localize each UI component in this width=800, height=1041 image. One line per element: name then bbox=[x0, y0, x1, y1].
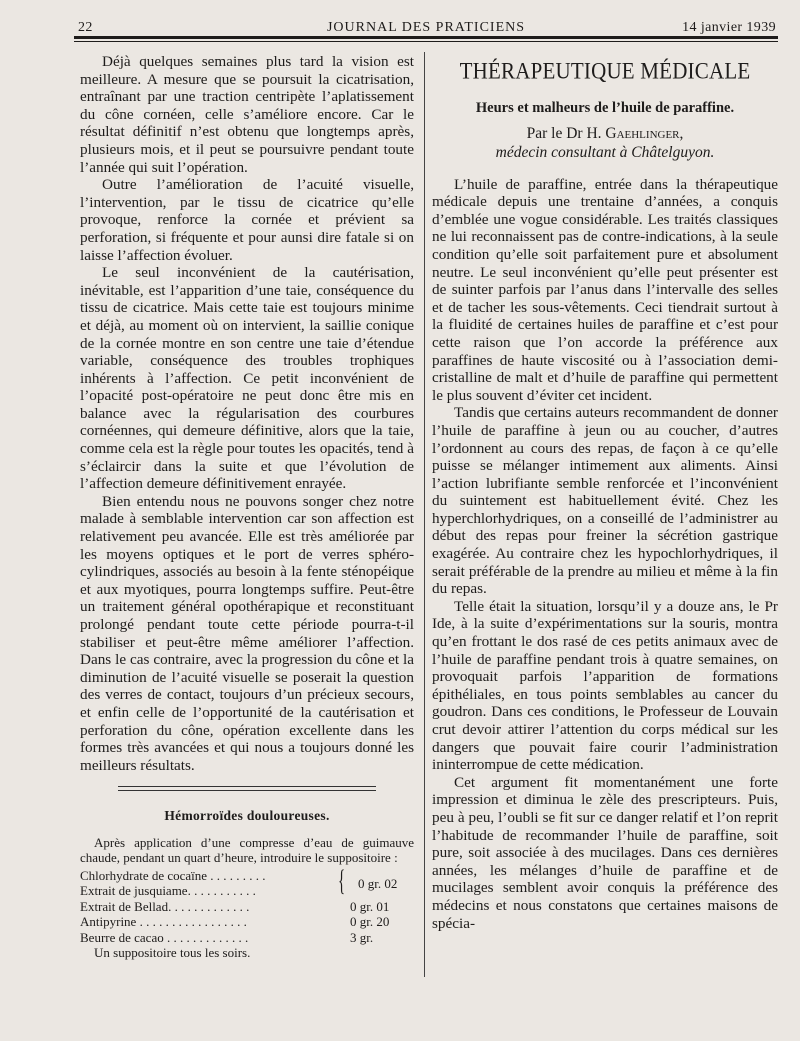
brace-symbol: { bbox=[338, 863, 346, 897]
journal-title: JOURNAL DES PRATICIENS bbox=[326, 20, 526, 35]
recipe-ingredient: Antipyrine . . . . . . . . . . . . . . . . . bbox=[80, 914, 247, 930]
recipe-dose: 3 gr. bbox=[350, 929, 374, 945]
byline bbox=[432, 124, 778, 143]
recipe-dose: 0 gr. 01 bbox=[350, 898, 390, 914]
recipe-ingredient: Extrait de jusquiame. . . . . . . . . . . bbox=[80, 883, 256, 899]
section-divider-bottom bbox=[118, 790, 376, 791]
byline-prefix: Par le Dr bbox=[526, 124, 583, 142]
left-column bbox=[80, 53, 414, 961]
recipe-dose: 0 gr. 20 bbox=[350, 914, 390, 930]
recipe-list bbox=[80, 863, 414, 961]
author-affiliation: médecin consultant à Châtelguyon. bbox=[495, 143, 715, 161]
right-column bbox=[432, 58, 778, 932]
article-body bbox=[432, 176, 778, 933]
recipe-shared-dose: 0 gr. 02 bbox=[358, 875, 398, 891]
recipe-row bbox=[80, 883, 414, 899]
header-rule-thin bbox=[74, 41, 778, 42]
section-divider-top bbox=[118, 786, 376, 787]
hemo-section-title: Hémorroïdes douloureuses. bbox=[164, 808, 330, 824]
header-rule-thick bbox=[74, 36, 778, 39]
recipe-row bbox=[80, 899, 414, 915]
column-divider bbox=[424, 52, 425, 977]
recipe-ingredient: Chlorhydrate de cocaïne . . . . . . . . . bbox=[80, 867, 266, 883]
article-title: Heurs et malheurs de l’huile de paraffine. bbox=[475, 100, 735, 116]
left-paragraph-2: Outre l’amélioration de l’acuité visuelle, l’intervention, par le tissu de cicatrice qu’elle provoque, renforce la cornée et prévient sa perforation, si fréquente et pour aunsi dire fatale si on laisse l’affection évoluer. bbox=[80, 176, 414, 264]
issue-date: 14 janvier 1939 bbox=[682, 20, 776, 35]
recipe-note: Un suppositoire tous les soirs. bbox=[94, 945, 251, 961]
right-paragraph-4: Cet argument fit momentanément une forte impression et diminua le zèle des prescripteurs. Puis, peu à peu, l’oubli se fit sur ce danger relatif et l’on reprit l’habitude de recommander l’huile de paraffine, soit pure, soit associée à des mucilages. Dans ces dernières années, les mélanges d’huile de paraffine et de mucilages semblent avoir conquis la préférence des médecins et nous constatons que certaines maisons de spécia- bbox=[432, 773, 778, 932]
recipe-ingredient: Beurre de cacao . . . . . . . . . . . . . bbox=[80, 929, 249, 945]
author-name: H. Gaehlinger, bbox=[586, 124, 684, 142]
recipe-ingredient: Extrait de Bellad. . . . . . . . . . . . . bbox=[80, 898, 250, 914]
right-paragraph-2: Tandis que certains auteurs recommandent de donner l’huile de paraffine à jeun ou au coucher, d’autres l’ordonnent au cours des repas, de façon à ce qu’elle puisse se mélanger intimement aux aliments. Ainsi l’action lubrifiante semble renforcée et l’inconvénient du suintement est habituellement évité. Chez les hyperchlorhydriques, on a conseillé de l’administrer au début des repas pour freiner la sécrétion gastrique exagérée. Au contraire chez les hypochlorhydriques, il serait préférable de la prendre au milieu et même à la fin du repas. bbox=[432, 404, 778, 598]
right-paragraph-3: Telle était la situation, lorsqu’il y a douze ans, le Pr Ide, à la suite d’expérimentations sur la souris, montra qu’en frottant le dos rasé de ces petits animaux avec de l’huile de paraffine pendant trois à quatre semaines, on provoquait parfois l’apparition de formations épithéliales, en tous points semblables au cancer du goudron. Dans ces conditions, le Professeur de Louvain crut devoir attirer l’attention du corps médical sur les dangers que pouvait faire courir l’administration ininterrompue de cette médication. bbox=[432, 597, 778, 774]
left-paragraph-4: Bien entendu nous ne pouvons songer chez notre malade à semblable intervention car son affection est relativement peu avancée. Elle est très améliorée par les moyens optiques et le port de verres sphéro-cylindriques, associés au besoin à la fente sténopéique et aux myotiques, pourra longtemps suffire. Peut-être un traitement général opothérapique et reconstituant prolongé pendant toute cette période pourra-t-il stabiliser et peut-être même améliorer l’affection. Dans le cas contraire, avec la progression du cône et la diminution de l’acuité visuelle se poserait la question des verres de contact, toujours d’un précieux secours, et enfin celle de l’opportunité de la cautérisation et perforation du cône, opération excellente dans les formes très avancées et qui nous a toujours donné les meilleurs résultats. bbox=[80, 492, 414, 774]
hemo-intro: Après application d’une compresse d’eau de guimauve chaude, pendant un quart d’heure, introduire le suppositoire : bbox=[80, 834, 414, 866]
recipe-row bbox=[80, 930, 414, 946]
page-number: 22 bbox=[78, 20, 93, 35]
left-paragraph-3: Le seul inconvénient de la cautérisation, inévitable, est l’apparition d’une taie, conséquence du tissu de cicatrice. Mais cette taie est toujours minime et déjà, au moment où on intervient, la saillie conique de la cornée montre en son centre une taie d’étendue variable, conséquence des troubles trophiques inhérents à l’affection. Ce petit inconvénient de l’opacité post-opératoire ne peut donc être mis en balance avec la régularisation des courbures cornéennes, qui demeure définitive, alors que la taie, comme cela est la règle pour toutes les opacités, tend à s’éclaircir dans la suite et que l’évolution de l’affection demeure définitivement enrayée. bbox=[80, 264, 414, 493]
right-paragraph-1: L’huile de paraffine, entrée dans la thérapeutique médicale depuis une trentaine d’années, a conquis d’emblée une vogue considérable. Les traités classiques ne lui reconnaissent pas de contre-indications, à la seule condition qu’elle soit parfaitement pure et absolument neutre. Le seul inconvénient qu’elle peut présenter est de suinter parfois par l’anus dans l’intervalle des selles et de tacher les sous-vêtements. Ceci tiendrait surtout à la fluidité de certaines huiles de paraffine et c’est pour cette raison que l’on accorde la préférence aux paraffines de haute viscosité ou à l’association demi-cristalline de malt et d’huile de paraffine qui permettent le plus souvent d’éviter cet incident. bbox=[432, 175, 778, 404]
recipe-row bbox=[80, 914, 414, 930]
section-title: THÉRAPEUTIQUE MÉDICALE bbox=[459, 58, 751, 84]
left-paragraph-1: Déjà quelques semaines plus tard la vision est meilleure. A mesure que se poursuit la cicatrisation, entraînant par une traction centripète l’aplatissement du cône cornéen, celle s’améliore encore. Car le résultat définitif n’est obtenu que longtemps après, plusieurs mois, et il peut se poursuivre pendant toute l’année qui suit l’opération. bbox=[80, 53, 414, 176]
